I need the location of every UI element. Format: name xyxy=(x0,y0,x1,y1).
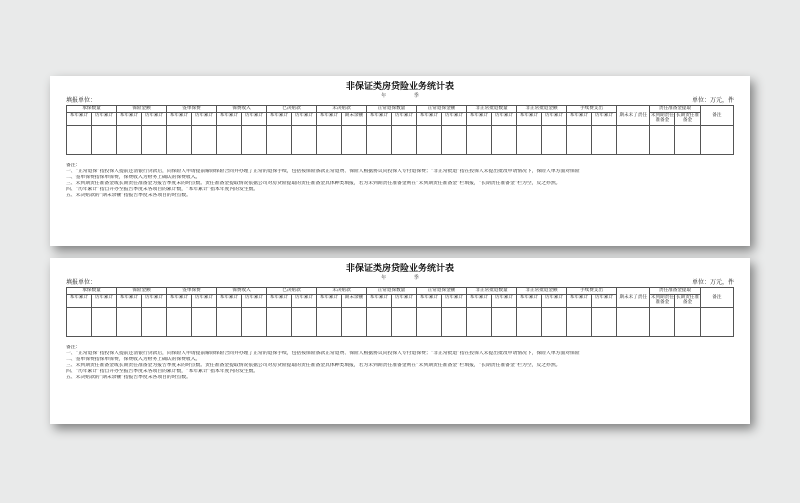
column-subheader: 本年累计 xyxy=(467,113,492,126)
note-line: 一、“正常退保”指投保人提前还清银行贷款后，向保险人申请提前解除保险合同并办理了正常的退保手续，包括按保险条款正常退费、保险人根据协议向投保人专付退保费；“非正常批退”指在投保人未提出批改申请情况下，保险人单方面对保险 xyxy=(66,351,580,356)
table-cell xyxy=(492,126,517,155)
column-group-header: 保费收入 xyxy=(217,106,267,113)
table-cell xyxy=(142,308,167,337)
table-cell xyxy=(392,308,417,337)
table-cell xyxy=(192,126,217,155)
column-subheader: 本年累计 xyxy=(317,295,342,308)
table-cell xyxy=(417,308,442,337)
sheet-title: 非保证类房贷险业务统计表 xyxy=(345,264,454,274)
column-subheader: 历年累计 xyxy=(92,295,117,308)
column-header-remark: 备注 xyxy=(700,106,733,126)
table-cell xyxy=(242,308,267,337)
column-subheader: 历年累计 xyxy=(392,295,417,308)
column-subheader-reserve: 未到期责任准备金 xyxy=(650,113,675,126)
table-cell xyxy=(67,308,92,337)
column-group-header: 正常退保金额 xyxy=(417,106,467,113)
table-cell xyxy=(167,308,192,337)
column-subheader: 本年累计 xyxy=(367,295,392,308)
note-line: 五、未决赔款的“期末余额”指报告季度末各项目的时点数。 xyxy=(66,193,191,198)
sheet-period: 年 季 xyxy=(381,93,419,99)
table-cell xyxy=(442,308,467,337)
column-group-header: 保险金额 xyxy=(117,288,167,295)
table-cell xyxy=(700,308,733,337)
column-group-header: 已决赔款 xyxy=(267,106,317,113)
column-group-header: 未决赔款 xyxy=(317,288,367,295)
column-subheader: 本年累计 xyxy=(167,113,192,126)
column-subheader: 期末余额 xyxy=(342,113,367,126)
column-subheader: 本年累计 xyxy=(567,295,592,308)
column-subheader: 本年累计 xyxy=(417,295,442,308)
table-cell xyxy=(675,308,700,337)
column-subheader: 本年累计 xyxy=(67,113,92,126)
column-group-header: 保险金额 xyxy=(117,106,167,113)
table-cell xyxy=(317,308,342,337)
statistics-table xyxy=(66,105,734,155)
column-header-expire: 期末未了责任 xyxy=(617,106,650,126)
column-subheader: 历年累计 xyxy=(192,113,217,126)
column-subheader: 历年累计 xyxy=(542,295,567,308)
table-cell xyxy=(567,126,592,155)
table-cell xyxy=(617,308,650,337)
note-line: 三、未到期责任准备金或长期责任准备金为报告季度末的时点数。责任准备金提取情况依据公司对房贷险提取的责任准备金具体种类填报，若为未到期责任准备金则在“未到期责任准备金”栏填报，“长期责任准备金”栏为空，反之亦然。 xyxy=(66,363,561,368)
unit-label: 单位：万元，件 xyxy=(691,279,734,286)
sheet-period: 年 季 xyxy=(381,275,419,281)
column-group-header: 未决赔款 xyxy=(317,106,367,113)
table-cell xyxy=(592,126,617,155)
table-cell xyxy=(92,126,117,155)
column-subheader: 历年累计 xyxy=(192,295,217,308)
table-cell xyxy=(267,126,292,155)
table-row xyxy=(67,126,734,155)
column-subheader: 历年累计 xyxy=(492,113,517,126)
note-line: 三、未到期责任准备金或长期责任准备金为报告季度末的时点数。责任准备金提取情况依据公司对房贷险提取的责任准备金具体种类填报，若为未到期责任准备金则在“未到期责任准备金”栏填报，“长期责任准备金”栏为空，反之亦然。 xyxy=(66,181,561,186)
statistics-sheet-top xyxy=(50,76,750,246)
column-subheader: 历年累计 xyxy=(442,295,467,308)
table-cell xyxy=(542,126,567,155)
table-cell xyxy=(650,308,675,337)
column-group-header: 签单保费 xyxy=(167,106,217,113)
table-cell xyxy=(367,126,392,155)
table-cell xyxy=(467,126,492,155)
column-subheader-reserve: 长期责任准备金 xyxy=(675,295,700,308)
column-subheader: 本年累计 xyxy=(517,113,542,126)
table-cell xyxy=(517,126,542,155)
table-row xyxy=(67,308,734,337)
column-group-header: 手续费支出 xyxy=(567,288,617,295)
column-subheader: 本年累计 xyxy=(267,295,292,308)
column-subheader: 本年累计 xyxy=(217,295,242,308)
column-subheader: 历年累计 xyxy=(592,295,617,308)
table-cell xyxy=(367,308,392,337)
column-group-header: 承保数量 xyxy=(67,288,117,295)
column-group-header: 非正常批退数量 xyxy=(467,288,517,295)
note-line: 备注： xyxy=(66,163,81,168)
table-cell xyxy=(117,308,142,337)
table-cell xyxy=(167,126,192,155)
column-subheader: 本年累计 xyxy=(117,295,142,308)
table-cell xyxy=(592,308,617,337)
table-cell xyxy=(292,126,317,155)
column-subheader: 本年累计 xyxy=(267,113,292,126)
column-subheader: 历年累计 xyxy=(592,113,617,126)
note-line: 二、签单保费指保单保费，保费收入为财务上确认的保费收入。 xyxy=(66,175,201,180)
column-subheader: 历年累计 xyxy=(292,295,317,308)
table-cell xyxy=(467,308,492,337)
table-cell xyxy=(192,308,217,337)
column-group-header: 签单保费 xyxy=(167,288,217,295)
unit-label: 单位：万元，件 xyxy=(691,97,734,104)
table-cell xyxy=(317,126,342,155)
column-subheader-reserve: 长期责任准备金 xyxy=(675,113,700,126)
reporting-unit-label: 填报单位： xyxy=(66,279,97,286)
column-subheader: 本年累计 xyxy=(167,295,192,308)
note-line: 四、“历年累计”指自开办至报告季度末各项目的累计数，“本年累计”指本年度内的发生数。 xyxy=(66,187,259,192)
column-subheader: 历年累计 xyxy=(92,113,117,126)
column-subheader: 本年累计 xyxy=(67,295,92,308)
reporting-unit-label: 填报单位： xyxy=(66,97,97,104)
column-group-header: 正常退保数量 xyxy=(367,106,417,113)
column-subheader: 本年累计 xyxy=(467,295,492,308)
table-cell xyxy=(492,308,517,337)
column-group-header-reserve: 责任准备金提取 xyxy=(650,288,700,295)
table-cell xyxy=(567,308,592,337)
table-cell xyxy=(675,126,700,155)
table-cell xyxy=(342,308,367,337)
column-group-header: 手续费支出 xyxy=(567,106,617,113)
column-subheader: 本年累计 xyxy=(367,113,392,126)
column-group-header: 已决赔款 xyxy=(267,288,317,295)
column-group-header: 正常退保数量 xyxy=(367,288,417,295)
column-subheader: 本年累计 xyxy=(567,113,592,126)
table-cell xyxy=(700,126,733,155)
table-cell xyxy=(442,126,467,155)
column-subheader: 本年累计 xyxy=(117,113,142,126)
table-cell xyxy=(650,126,675,155)
notes-block xyxy=(66,163,734,199)
table-cell xyxy=(517,308,542,337)
table-cell xyxy=(417,126,442,155)
table-cell xyxy=(117,126,142,155)
column-subheader: 历年累计 xyxy=(392,113,417,126)
column-subheader: 本年累计 xyxy=(217,113,242,126)
column-subheader: 历年累计 xyxy=(442,113,467,126)
table-cell xyxy=(392,126,417,155)
table-cell xyxy=(342,126,367,155)
sheet-title: 非保证类房贷险业务统计表 xyxy=(345,82,454,92)
note-line: 四、“历年累计”指自开办至报告季度末各项目的累计数，“本年累计”指本年度内的发生数。 xyxy=(66,369,259,374)
table-cell xyxy=(242,126,267,155)
statistics-table xyxy=(66,287,734,337)
column-subheader: 历年累计 xyxy=(142,113,167,126)
table-cell xyxy=(267,308,292,337)
note-line: 五、未决赔款的“期末余额”指报告季度末各项目的时点数。 xyxy=(66,375,191,380)
column-subheader: 历年累计 xyxy=(292,113,317,126)
column-header-expire: 期末未了责任 xyxy=(617,288,650,308)
note-line: 一、“正常退保”指投保人提前还清银行贷款后，向保险人申请提前解除保险合同并办理了正常的退保手续，包括按保险条款正常退费、保险人根据协议向投保人专付退保费；“非正常批退”指在投保人未提出批改申请情况下，保险人单方面对保险 xyxy=(66,169,580,174)
column-group-header: 正常退保金额 xyxy=(417,288,467,295)
table-cell xyxy=(292,308,317,337)
column-group-header: 承保数量 xyxy=(67,106,117,113)
column-header-remark: 备注 xyxy=(700,288,733,308)
table-cell xyxy=(67,126,92,155)
table-cell xyxy=(217,126,242,155)
column-subheader: 本年累计 xyxy=(417,113,442,126)
notes-block xyxy=(66,345,734,381)
column-group-header: 非正常批退数量 xyxy=(467,106,517,113)
column-subheader: 历年累计 xyxy=(142,295,167,308)
column-subheader: 本年累计 xyxy=(517,295,542,308)
table-cell xyxy=(542,308,567,337)
table-cell xyxy=(92,308,117,337)
column-subheader: 历年累计 xyxy=(542,113,567,126)
column-subheader-reserve: 未到期责任准备金 xyxy=(650,295,675,308)
note-line: 二、签单保费指保单保费，保费收入为财务上确认的保费收入。 xyxy=(66,357,201,362)
column-group-header: 非正常批退金额 xyxy=(517,288,567,295)
column-subheader: 历年累计 xyxy=(242,295,267,308)
table-cell xyxy=(617,126,650,155)
table-cell xyxy=(217,308,242,337)
column-group-header: 保费收入 xyxy=(217,288,267,295)
table-cell xyxy=(142,126,167,155)
column-group-header: 非正常批退金额 xyxy=(517,106,567,113)
note-line: 备注： xyxy=(66,345,81,350)
column-subheader: 历年累计 xyxy=(492,295,517,308)
column-subheader: 本年累计 xyxy=(317,113,342,126)
column-group-header-reserve: 责任准备金提取 xyxy=(650,106,700,113)
column-subheader: 期末余额 xyxy=(342,295,367,308)
statistics-sheet-bottom xyxy=(50,258,750,424)
column-subheader: 历年累计 xyxy=(242,113,267,126)
